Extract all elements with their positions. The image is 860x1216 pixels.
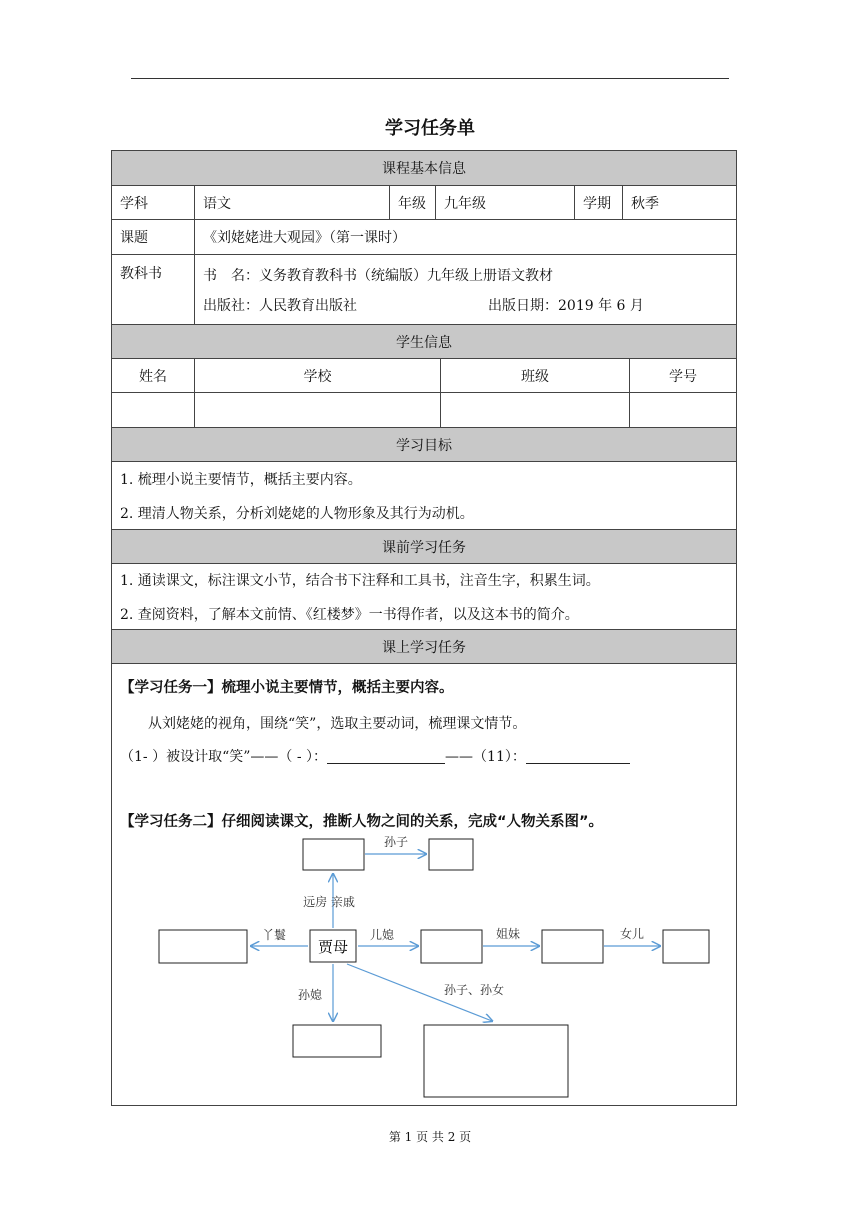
box-grandchildren[interactable] xyxy=(424,1025,568,1097)
label-grandchildren: 孙子、孙女 xyxy=(443,983,505,997)
term-value: 秋季 xyxy=(622,186,736,219)
term-label: 学期 xyxy=(574,186,622,219)
label-sisters: 姐妹 xyxy=(495,927,521,941)
publisher: 出版社：人民教育出版社 xyxy=(203,297,357,314)
col-id: 学号 xyxy=(629,359,736,392)
goals-list xyxy=(112,461,736,529)
box-maid[interactable] xyxy=(159,930,247,963)
pre-tasks-header: 课前学习任务 xyxy=(112,529,736,563)
center-label: 贾母 xyxy=(317,938,349,956)
topic-value: 《刘姥姥进大观园》（第一课时） xyxy=(194,220,736,254)
student-input-row xyxy=(112,392,736,427)
task2-title: 【学习任务二】仔细阅读课文，推断人物之间的关系，完成“人物关系图”。 xyxy=(120,814,604,830)
topic-row xyxy=(112,219,736,254)
col-school: 学校 xyxy=(194,359,440,392)
publish-date: 出版日期：2019 年 6 月 xyxy=(488,297,644,314)
goals-header: 学习目标 xyxy=(112,427,736,461)
task1-fill-a: （1- ）被设计取“笑”——（ - ）： xyxy=(120,749,328,765)
label-daughter-in-law: 儿媳 xyxy=(369,928,395,942)
pre-task-item: 2. 查阅资料，了解本文前情、《红楼梦》一书得作者，以及这本书的简介。 xyxy=(120,606,579,623)
worksheet-table xyxy=(111,150,737,1106)
class-tasks-body xyxy=(112,663,736,1105)
textbook-info xyxy=(194,255,736,324)
label-grand-daughter-in-law: 孙媳 xyxy=(297,988,323,1002)
page-title: 学习任务单 xyxy=(385,118,475,139)
subject-label: 学科 xyxy=(120,195,148,212)
student-header-row xyxy=(112,358,736,392)
course-info-row xyxy=(112,185,736,219)
label-daughter: 女儿 xyxy=(619,927,645,941)
pre-task-item: 1. 通读课文，标注课文小节，结合书下注释和工具书，注音生字，积累生词。 xyxy=(120,572,600,589)
class-tasks-header: 课上学习任务 xyxy=(112,629,736,663)
goal-item: 2. 理清人物关系，分析刘姥姥的人物形象及其行为动机。 xyxy=(120,505,474,522)
task1-title: 【学习任务一】梳理小说主要情节，概括主要内容。 xyxy=(120,680,454,696)
id-input[interactable] xyxy=(629,393,736,427)
topic-label: 课题 xyxy=(120,230,148,246)
box-sister[interactable] xyxy=(542,930,603,963)
textbook-label: 教科书 xyxy=(120,266,162,282)
page-footer: 第 1 页 共 2 页 xyxy=(388,1130,472,1144)
header-rule xyxy=(131,78,729,79)
school-input[interactable] xyxy=(194,393,440,427)
name-input[interactable] xyxy=(112,393,194,427)
col-name: 姓名 xyxy=(139,368,167,385)
label-relative: 远房 亲戚 xyxy=(303,895,355,909)
grade-label: 年级 xyxy=(389,186,435,219)
student-info-header: 学生信息 xyxy=(112,324,736,358)
goal-item: 1. 梳理小说主要情节，概括主要内容。 xyxy=(120,471,362,488)
box-grand-daughter-in-law[interactable] xyxy=(293,1025,381,1057)
subject-value: 语文 xyxy=(194,186,389,219)
task1-text: 从刘姥姥的视角，围绕“笑”，选取主要动词，梳理课文情节。 xyxy=(148,716,527,732)
textbook-row xyxy=(112,254,736,324)
grade-value: 九年级 xyxy=(435,186,574,219)
task1-fill-b: ——（11）： xyxy=(445,749,526,765)
col-class: 班级 xyxy=(440,359,629,392)
label-maid: 丫鬟 xyxy=(261,928,287,942)
box-daughter-in-law[interactable] xyxy=(421,930,482,963)
box-top-left[interactable] xyxy=(303,839,364,870)
pre-tasks-list xyxy=(112,563,736,629)
relationship-diagram xyxy=(112,664,736,1106)
course-info-header: 课程基本信息 xyxy=(112,151,736,185)
box-top-right[interactable] xyxy=(429,839,473,870)
box-daughter[interactable] xyxy=(663,930,709,963)
textbook-name: 书 名：义务教育教科书（统编版）九年级上册语文教材 xyxy=(203,267,553,284)
label-sunzi: 孙子 xyxy=(383,835,409,849)
class-input[interactable] xyxy=(440,393,629,427)
